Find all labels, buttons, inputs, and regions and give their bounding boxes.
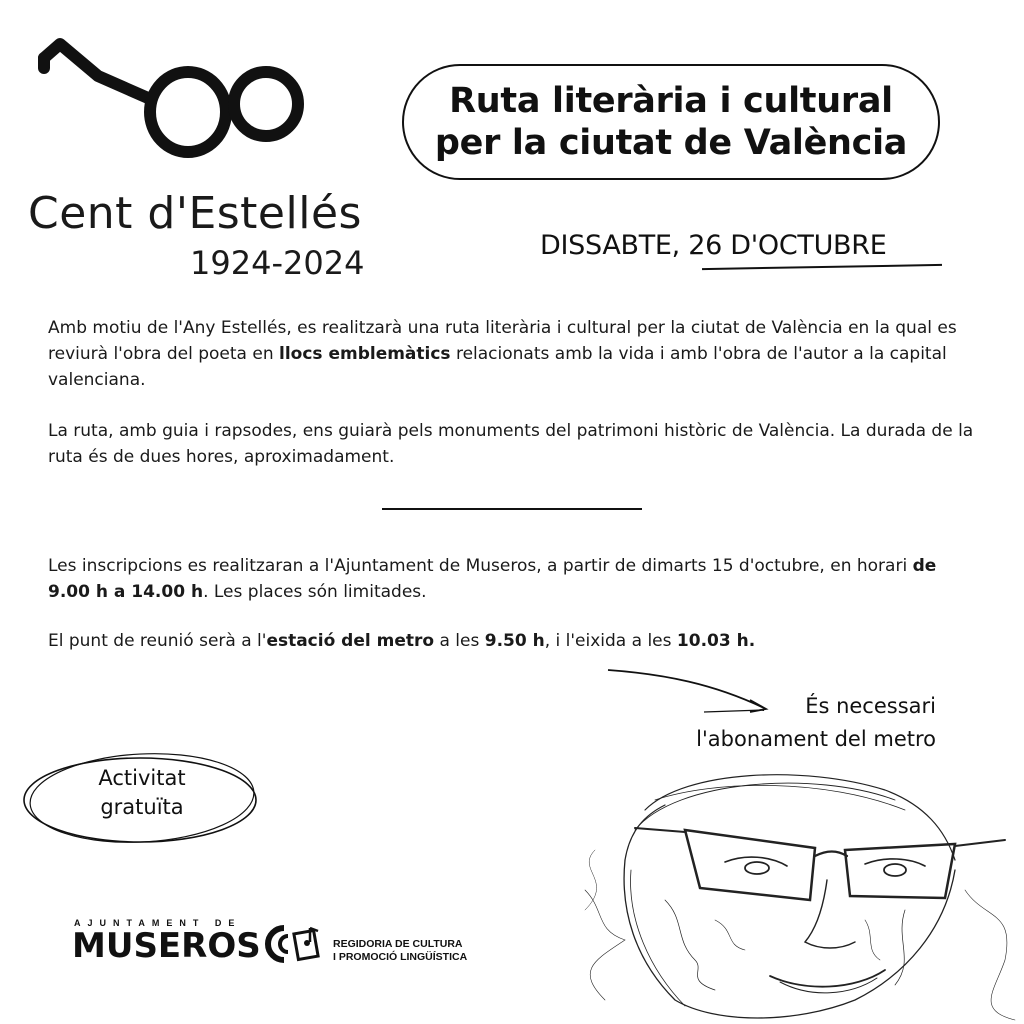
p3-bold: de 9.00 h a 14.00 h <box>48 556 937 602</box>
title-line-2: per la ciutat de València <box>434 123 908 163</box>
page-title <box>435 80 907 164</box>
regidoria-label <box>333 938 467 964</box>
museros-logo: MUSEROS <box>72 926 261 966</box>
metro-note <box>640 690 936 756</box>
divider-line <box>382 508 642 510</box>
free-badge-line-1: Activitat <box>98 766 186 790</box>
p1-text-a: Amb motiu de l'Any Estellés, es realitzarà una ruta literària i cultural per la ciutat de València en la qual es reviurà l'obra del poeta en <box>48 318 957 364</box>
date-underline <box>702 264 942 270</box>
p4-d: 9.50 h <box>484 631 545 651</box>
logo-title: Cent d'Estellés <box>28 188 362 239</box>
regidoria-line-2: I PROMOCIÓ LINGÜÍSTICA <box>333 951 468 963</box>
cultura-c-icon <box>262 922 326 966</box>
p4-a: El punt de reunió serà a l' <box>48 631 267 651</box>
free-badge-line-2: gratuïta <box>100 795 184 819</box>
metro-note-line-2: l'abonament del metro <box>696 727 936 751</box>
p4-b: estació del metro <box>266 631 435 651</box>
p1-text-b: relacionats amb la vida i amb l'obra de l'autor a la capital valenciana. <box>48 344 947 390</box>
paragraph-registration <box>48 553 978 605</box>
portrait-sketch-icon <box>565 770 1024 1024</box>
p1-bold: llocs emblemàtics <box>279 344 451 364</box>
logo-years: 1924-2024 <box>190 244 365 282</box>
p4-f: 10.03 h. <box>676 631 756 651</box>
p3-text-a: Les inscripcions es realitzaran a l'Ajuntament de Museros, a partir de dimarts 15 d'octubre, en horari <box>48 556 913 576</box>
logo-100-mark-icon <box>38 36 308 166</box>
regidoria-line-1: REGIDORIA DE CULTURA <box>333 938 463 950</box>
paragraph-route: La ruta, amb guia i rapsodes, ens guiarà pels monuments del patrimoni històric de València. La durada de la ruta és de dues hores, aproximadament. <box>48 421 974 467</box>
p3-text-b: . Les places són limitades. <box>203 582 427 602</box>
free-badge-text <box>62 764 222 822</box>
title-pill <box>402 64 940 180</box>
paragraph-meeting <box>48 628 978 654</box>
p4-c: a les <box>434 631 485 651</box>
p4-e: , i l'eixida a les <box>544 631 677 651</box>
paragraph-intro <box>48 315 978 393</box>
title-line-1: Ruta literària i cultural <box>449 81 893 121</box>
ajuntament-label: AJUNTAMENT DE <box>74 918 242 928</box>
event-date: DISSABTE, 26 D'OCTUBRE <box>540 230 887 261</box>
metro-note-line-1: És necessari <box>805 694 936 718</box>
